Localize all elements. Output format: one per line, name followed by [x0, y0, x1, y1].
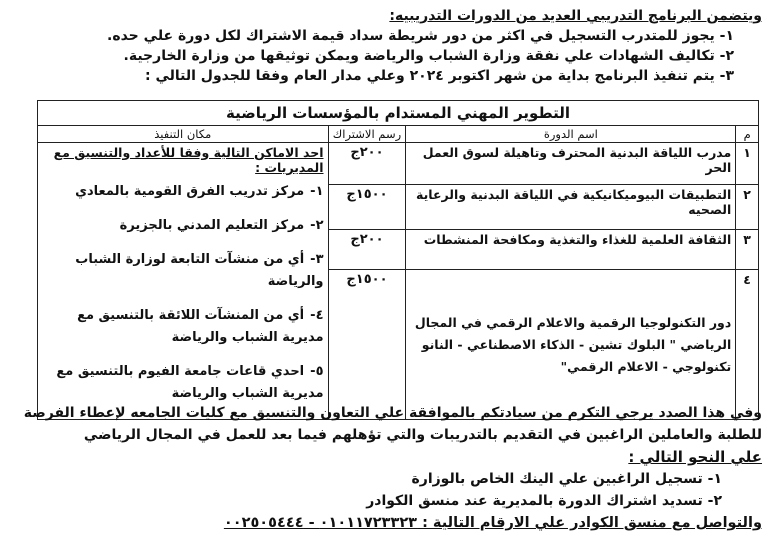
header-course-name: اسم الدورة: [406, 126, 736, 143]
course-num: ٢: [736, 184, 759, 229]
places-intro: احد الاماكن التالية وفقا للأعداد والتنسيق مع المديريات :: [53, 145, 324, 175]
place-num: ٤-: [310, 308, 324, 323]
closing-step-1: ١- تسجيل الراغبين علي الينك الخاص بالوزارة: [411, 471, 722, 487]
places-list: [42, 181, 324, 405]
table-title: التطوير المهني المستدام بالمؤسسات الرياضية: [38, 101, 759, 126]
course-fee: ١٥٠٠ج: [328, 270, 406, 420]
course-name: مدرب اللياقة البدنية المحترف وتاهيلة لسوق العمل الحر: [406, 143, 736, 185]
place-num: ٢-: [310, 218, 324, 233]
header-fee: رسم الاشتراك: [328, 126, 406, 143]
list-item: [42, 305, 324, 349]
place-num: ٣-: [310, 252, 324, 267]
header-num: م: [736, 126, 759, 143]
place-text: مركز تدريب الفرق القومية بالمعادي: [75, 184, 305, 199]
course-num: ١: [736, 143, 759, 185]
course-name: الثقافة العلمية للغذاء والتغذية ومكافحة المنشطات: [406, 229, 736, 269]
course-fee: ١٥٠٠ج: [328, 184, 406, 229]
intro-line-3: ٣- يتم تنفيذ البرنامج بداية من شهر اكتوبر ٢٠٢٤ وعلي مدار العام وفقا للجدول التالي :: [145, 68, 734, 84]
intro-heading: ويتضمن البرنامج التدريبي العديد من الدورات التدريبيه:: [389, 8, 762, 24]
header-place: مكان التنفيذ: [38, 126, 329, 143]
course-num: ٤: [736, 270, 759, 420]
place-text: أي من منشآت التابعة لوزارة الشباب والرياضة: [75, 252, 324, 289]
contact-line: والتواصل مع منسق الكوادر علي الارقام التالية : ٠١٠١١٧٢٣٣٢٣ - ٠٠٢٥٠٥٤٤٤: [223, 515, 762, 531]
places-cell: [38, 143, 329, 420]
list-item: [42, 215, 324, 237]
course-num: ٣: [736, 229, 759, 269]
courses-table: [37, 100, 759, 420]
table-header-row: [38, 126, 759, 143]
place-text: احدي قاعات جامعة الفيوم بالتنسيق مع مديرية الشباب والرياضة: [56, 364, 324, 401]
course-fee: ٢٠٠ج: [328, 143, 406, 185]
intro-line-2: ٢- تكاليف الشهادات علي نفقة وزارة الشباب والرياضة ويمكن توثيقها من وزارة الخارجية.: [123, 48, 734, 64]
list-item: [42, 249, 324, 293]
course-name: التطبيقات البيوميكانيكية في اللياقة البدنية والرعاية الصحيه: [406, 184, 736, 229]
course-fee: ٢٠٠ج: [328, 229, 406, 269]
place-text: مركز التعليم المدني بالجزيرة: [119, 218, 305, 233]
course-name: دور التكنولوجيا الرقمية والاعلام الرقمي في المجال الرياضي " البلوك تشين - الذكاء الاصطناعي - النانو تكنولوجي - الاعلام الرقمي": [406, 270, 736, 420]
closing-paragraph: وفي هذا الصدد يرجي التكرم من سيادتكم بالموافقة علي التعاون والتنسيق مع كليات الجامعه لإعطاء الفرصة للطلبة والعاملين الراغبين في التقديم بالتدريبات والتي تؤهلهم فيما بعد للعمل في المجال الرياضي: [23, 405, 762, 443]
closing-step-2: ٢- تسديد اشتراك الدورة بالمديرية عند منسق الكوادر: [366, 493, 722, 509]
list-item: [42, 361, 324, 405]
table-row: [38, 143, 759, 185]
list-item: [42, 181, 324, 203]
intro-section: [10, 6, 762, 86]
closing-sub-heading: علي النحو التالي :: [628, 448, 762, 466]
place-text: أي من المنشآت اللائقة بالتنسيق مع مديرية الشباب والرياضة: [77, 308, 324, 345]
place-num: ١-: [310, 184, 324, 199]
place-num: ٥-: [310, 364, 324, 379]
closing-section: [10, 402, 762, 534]
intro-line-1: ١- يجوز للمتدرب التسجيل في اكثر من دور شريطة سداد قيمة الاشتراك لكل دورة علي حده.: [107, 28, 734, 44]
